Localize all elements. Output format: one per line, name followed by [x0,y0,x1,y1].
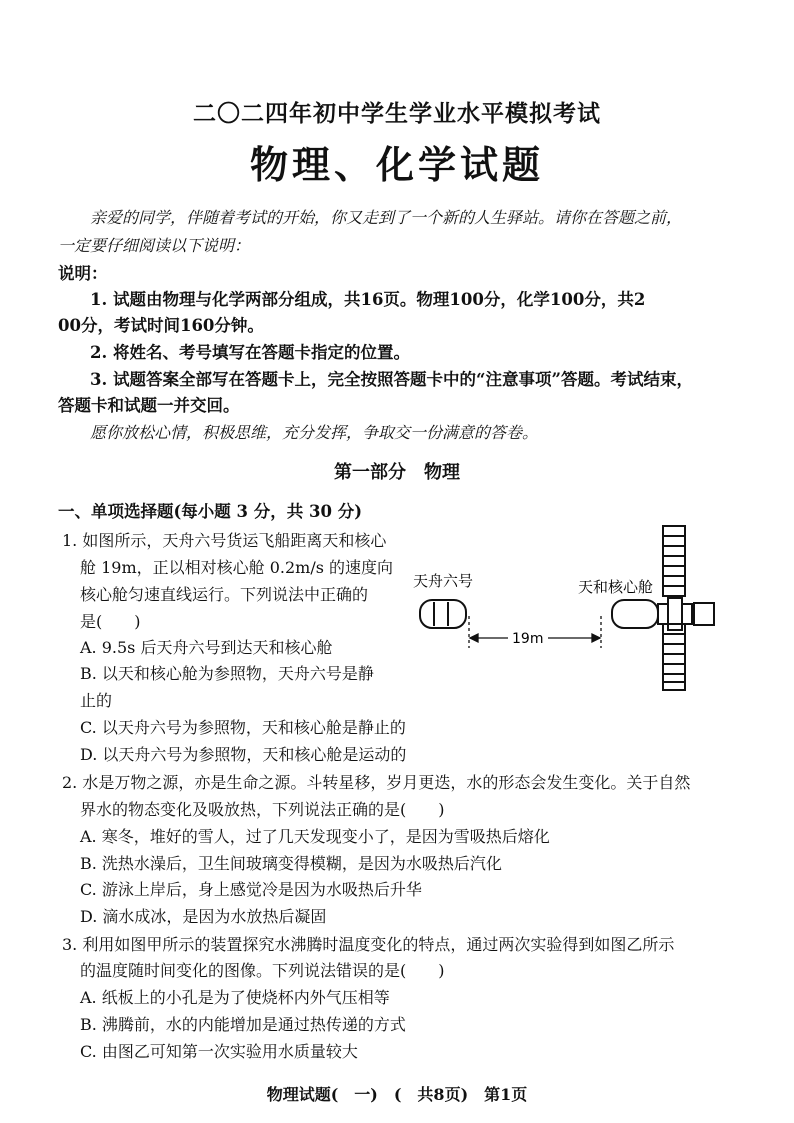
tianzhou-craft [420,600,466,628]
q2-option-b: B. 洗热水澡后，卫生间玻璃变得模糊，是因为水吸热后汽化 [80,854,502,873]
section-title: 第一部分 物理 [334,462,460,483]
q3-stem-line-2: 的温度随时间变化的图像。下列说法错误的是( ) [80,961,445,980]
q1-option-c: C. 以天舟六号为参照物，天和核心舱是静止的 [80,718,406,737]
tianzhou-label: 天舟六号 [413,572,474,590]
q1-option-b: B. 以天和核心舱为参照物，天舟六号是静 [80,664,374,683]
spacecraft-figure [400,520,730,695]
wish-line: 愿你放松心情，积极思维，充分发挥，争取交一份满意的答卷。 [90,423,539,442]
notes-heading: 说明： [58,264,108,283]
note-item-2: 2. 将姓名、考号填写在答题卡指定的位置。 [90,343,410,362]
q1-option-d: D. 以天舟六号为参照物，天和核心舱是运动的 [80,745,407,764]
intro-line-2: 一定要仔细阅读以下说明： [58,236,251,255]
distance-label: 19m [512,631,544,647]
q2-option-a: A. 寒冬，堆好的雪人，过了几天发现变小了，是因为雪吸热后熔化 [80,827,550,846]
q2-option-c: C. 游泳上岸后，身上感觉冷是因为水吸热后升华 [80,880,422,899]
page-footer: 物理试题( 一) ( 共8页) 第1页 [266,1085,528,1104]
q3-option-b: B. 沸腾前，水的内能增加是通过热传递的方式 [80,1015,406,1034]
solar-panel-top [663,526,685,596]
subject-title: 物理、化学试题 [249,142,544,187]
q1-option-a: A. 9.5s 后天舟六号到达天和核心舱 [80,638,333,657]
note-item-1-line-2: 00分，考试时间160分钟。 [58,316,264,335]
q1-stem-line-3: 核心舱匀速直线运行。下列说法中正确的 [80,585,369,604]
note-item-3-line-1: 3. 试题答案全部写在答题卡上，完全按照答题卡中的“注意事项”答题。考试结束， [90,370,693,389]
exam-title: 二〇二四年初中学生学业水平模拟考试 [193,100,601,127]
part-heading: 一、单项选择题(每小题 3 分，共 30 分) [58,502,363,521]
tianhe-label: 天和核心舱 [578,578,654,596]
q2-option-d: D. 滴水成冰，是因为水放热后凝固 [80,907,327,926]
q3-stem-line-1: 3. 利用如图甲所示的装置探究水沸腾时温度变化的特点，通过两次实验得到如图乙所示 [62,935,675,954]
q2-stem-line-1: 2. 水是万物之源，亦是生命之源。斗转星移，岁月更迭，水的形态会发生变化。关于自然 [62,773,691,792]
q3-option-c: C. 由图乙可知第一次实验用水质量较大 [80,1042,358,1061]
q1-stem-line-1: 1. 如图所示，天舟六号货运飞船距离天和核心 [62,531,387,550]
q1-stem-line-4: 是( ) [80,612,141,631]
q1-stem-line-2: 舱 19m，正以相对核心舱 0.2m/s 的速度向 [80,558,394,577]
q2-stem-line-2: 界水的物态变化及吸放热，下列说法正确的是( ) [80,800,445,819]
q3-option-a: A. 纸板上的小孔是为了使烧杯内外气压相等 [80,988,390,1007]
intro-line-1: 亲爱的同学，伴随着考试的开始，你又走到了一个新的人生驿站。请你在答题之前， [90,208,683,227]
q1-option-b-cont: 止的 [80,691,113,710]
note-item-1-line-1: 1. 试题由物理与化学两部分组成，共16页。物理100分，化学100分，共2 [90,290,646,309]
solar-panel-bottom [663,624,685,690]
note-item-3-line-2: 答题卡和试题一并交回。 [58,396,240,415]
